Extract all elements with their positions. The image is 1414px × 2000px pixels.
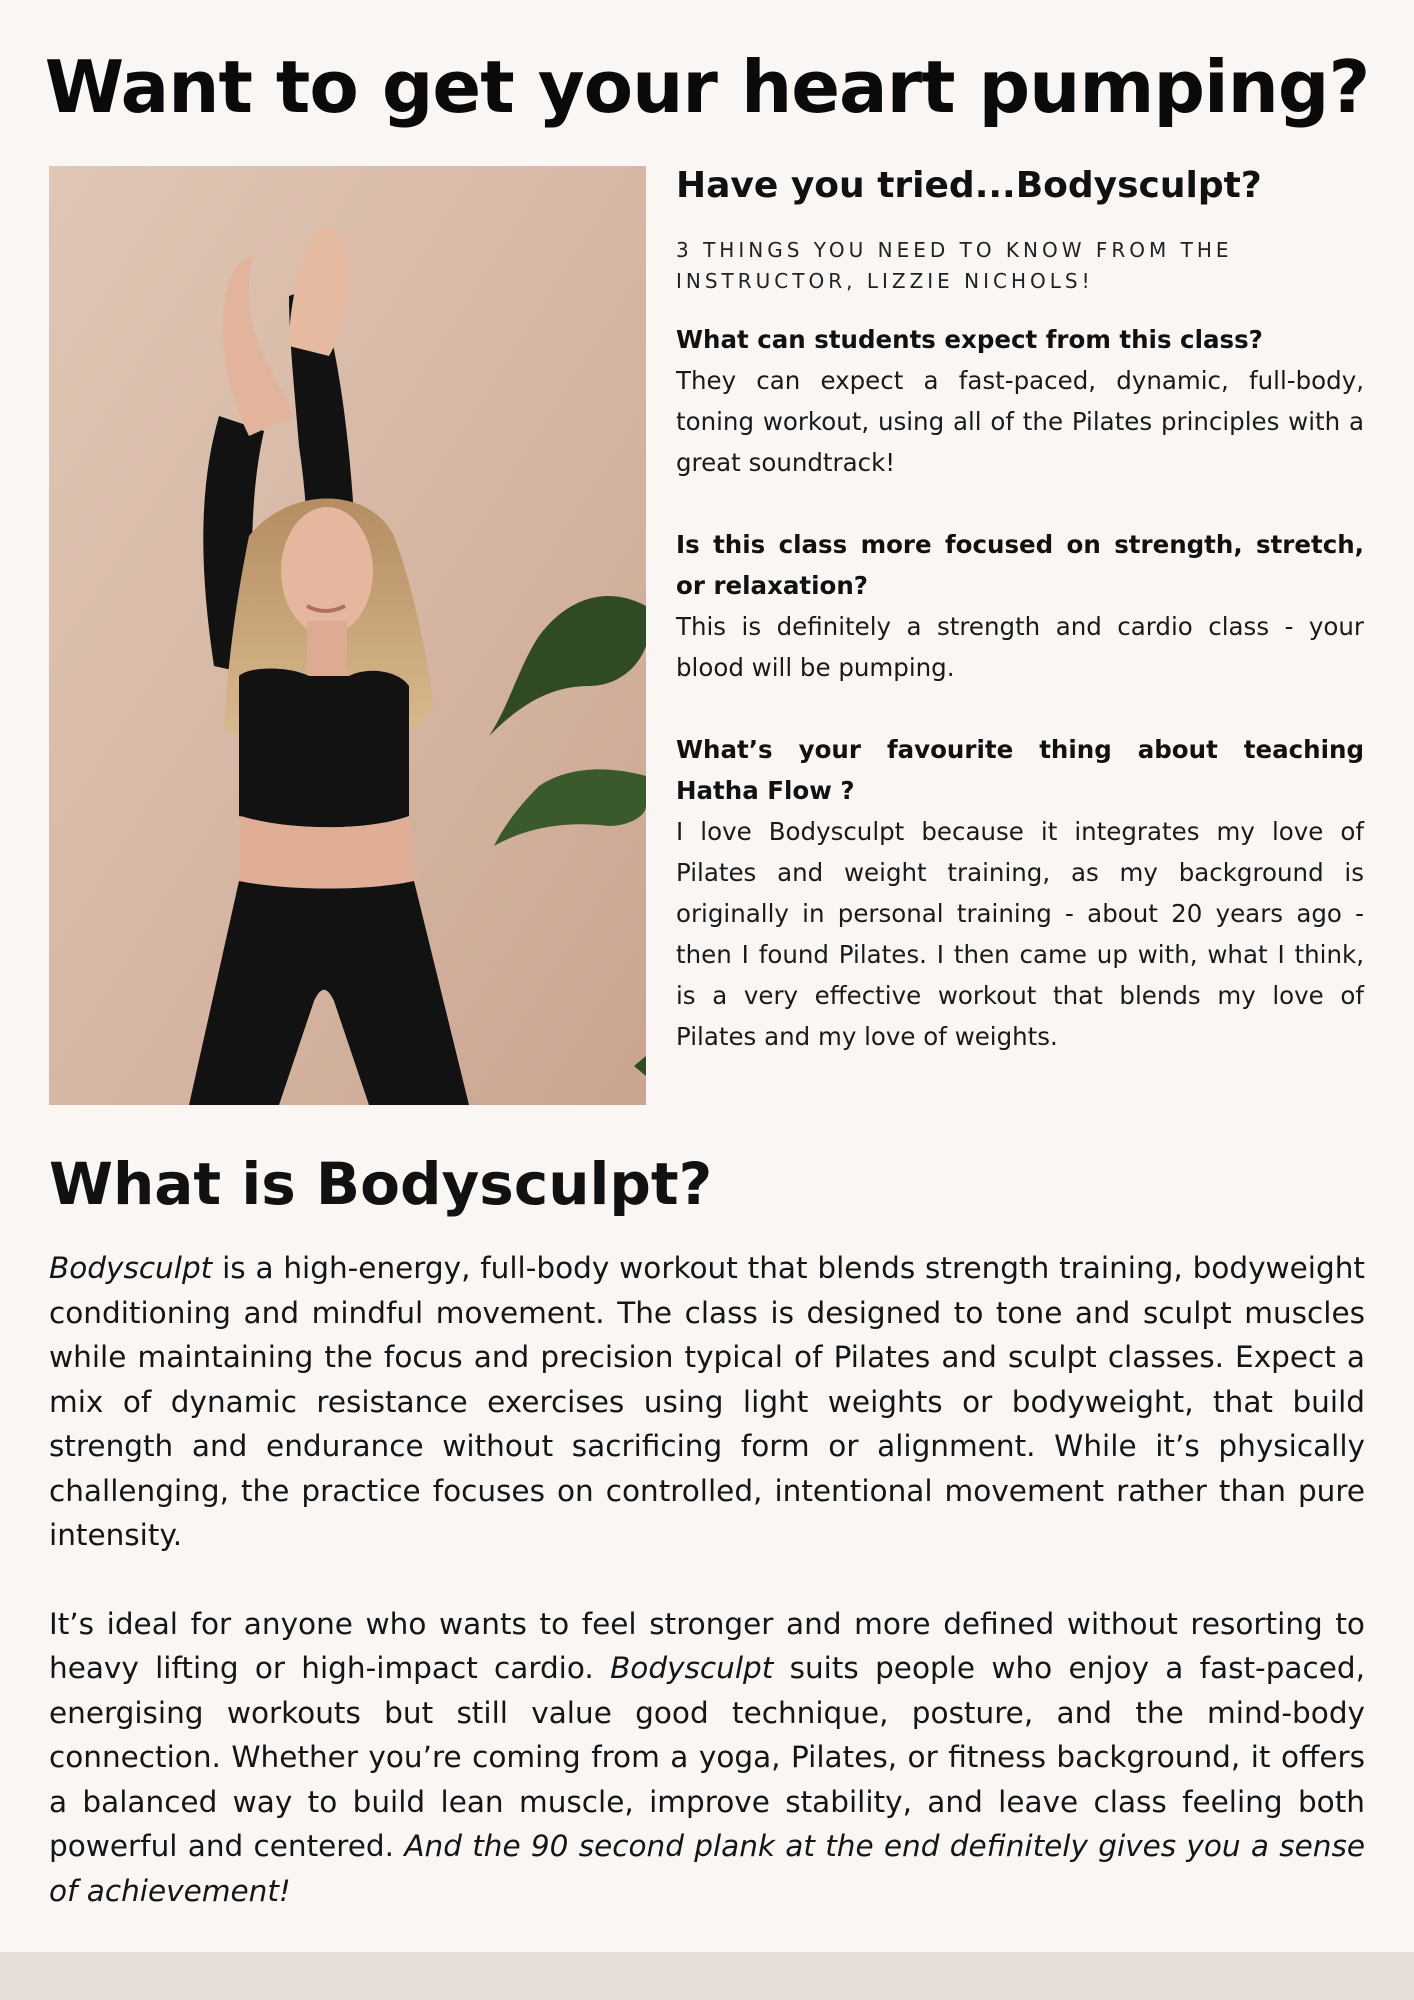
instructor-photo xyxy=(49,166,646,1105)
body-text-span: suits people who enjoy a fast-paced, energising workouts but still value good technique, posture, and the mind-body connection. Whether you’re coming from a yoga, Pilates, or fitness background, it offers a balanced way to build lean muscle, improve stability, and leave class feeling both powerful and centered. xyxy=(49,1651,1365,1863)
body-text-span: is a high-energy, full-body workout that blends strength training, bodyweight conditioning and mindful movement. The class is designed to tone and sculpt muscles while maintaining the focus and precision typical of Pilates and sculpt classes. Expect a mix of dynamic resistance exercises using light weights or bodyweight, that build strength and endurance without sacrificing form or alignment. While it’s physically challenging, the practice focuses on controlled, intentional movement rather than pure intensity. xyxy=(49,1251,1365,1552)
qa-question: What can students expect from this class? xyxy=(676,325,1263,355)
section-body xyxy=(49,1246,1365,1957)
instructor-illustration xyxy=(49,166,646,1105)
body-emphasis: Bodysculpt xyxy=(49,1251,213,1285)
qa-answer: They can expect a fast-paced, dynamic, full-body, toning workout, using all of the Pilates principles with a great soundtrack! xyxy=(676,366,1364,478)
footer-band xyxy=(0,1952,1414,2000)
qa-answer: I love Bodysculpt because it integrates my love of Pilates and weight training, as my background is originally in personal training - about 20 years ago - then I found Pilates. I then came up with, what I think, is a very effective workout that blends my love of Pilates and my love of weights. xyxy=(676,817,1364,1052)
qa-question: Is this class more focused on strength, stretch, or relaxation? xyxy=(676,530,1364,601)
qa-item xyxy=(676,729,1364,1057)
section-title: What is Bodysculpt? xyxy=(49,1150,713,1218)
body-paragraph-1 xyxy=(49,1246,1365,1558)
body-emphasis: Bodysculpt xyxy=(610,1651,774,1685)
body-emphasis: And the 90 second plank at the end definitely gives you a sense of achievement! xyxy=(49,1829,1365,1908)
qa-answer: This is definitely a strength and cardio class - your blood will be pumping. xyxy=(676,612,1364,683)
body-text-span: It’s ideal for anyone who wants to feel stronger and more defined without resorting to heavy lifting or high-impact cardio. xyxy=(49,1606,1365,1685)
body-paragraph-2 xyxy=(49,1602,1365,1914)
interview-panel xyxy=(676,164,1364,1098)
page-headline: Want to get your heart pumping? xyxy=(44,45,1370,129)
interview-title: Have you tried...Bodysculpt? xyxy=(676,165,1262,206)
qa-item xyxy=(676,319,1364,483)
qa-item xyxy=(676,524,1364,688)
qa-question: What’s your favourite thing about teaching Hatha Flow ? xyxy=(676,735,1364,806)
interview-kicker: 3 THINGS YOU NEED TO KNOW FROM THE INSTRUCTOR, LIZZIE NICHOLS! xyxy=(676,238,1233,294)
